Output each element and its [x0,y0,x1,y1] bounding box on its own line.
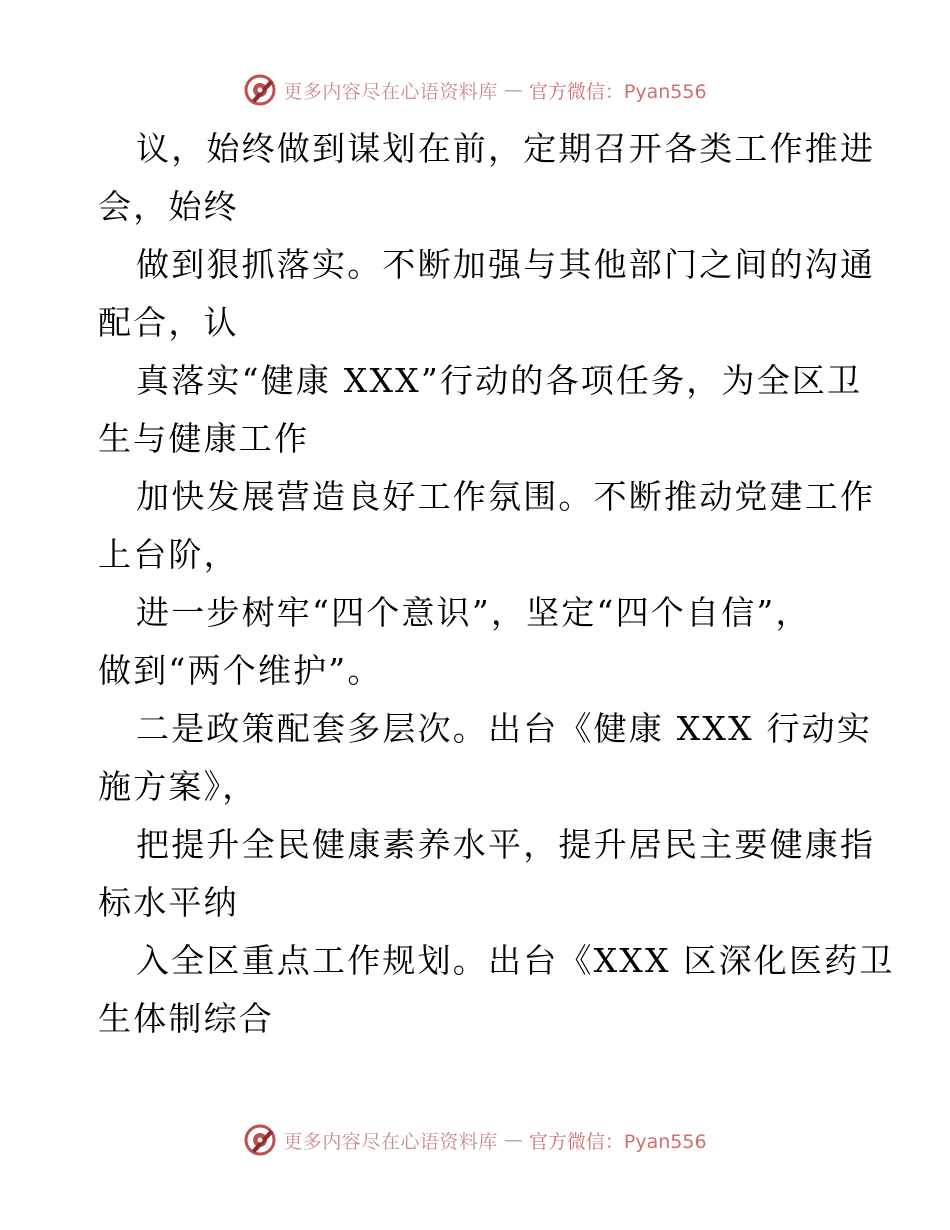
paragraph [98,236,876,352]
paragraph [98,932,895,1048]
paragraph-line: 加快发展营造良好工作氛围。不断推动党建工作 [136,477,876,516]
watermark-group [243,1123,706,1157]
document-body [98,120,895,1048]
paragraph-line: 配合，认 [98,303,239,342]
paragraph-line: 进一步树牢“四个意识”，坚定“四个自信”， [136,593,811,632]
paragraph-line: 把提升全民健康素养水平，提升居民主要健康指 [136,825,876,864]
paragraph-line: 生与健康工作 [98,419,310,458]
paragraph [98,468,876,584]
pen-circle-logo-icon [243,73,277,107]
paragraph-line: 标水平纳 [98,883,239,922]
watermark-separator: — [503,1129,523,1151]
paragraph-line: 入全区重点工作规划。出台《XXX 区深化医药卫 [136,941,895,980]
paragraph [98,584,858,700]
paragraph [98,816,876,932]
paragraph-line: 做到狠抓落实。不断加强与其他部门之间的沟通 [136,245,876,284]
paragraph-line: 生体制综合 [98,999,274,1038]
watermark-contact: 官方微信：Pyan556 [528,1130,707,1153]
footer-watermark [0,1120,950,1160]
watermark-group [243,73,706,107]
paragraph-line: 上台阶， [98,535,239,574]
paragraph-line: 做到“两个维护”。 [98,651,383,690]
pen-circle-logo-icon [243,1123,277,1157]
watermark-text: 更多内容尽在心语资料库 [283,1130,498,1153]
paragraph-line: 二是政策配套多层次。出台《健康 XXX 行动实 [136,709,873,748]
paragraph [98,352,863,468]
paragraph-line: 会，始终 [98,187,239,226]
paragraph-line: 议，始终做到谋划在前，定期召开各类工作推进 [136,129,876,168]
watermark-separator: — [503,79,523,101]
watermark-text: 更多内容尽在心语资料库 [283,80,498,103]
paragraph [98,120,876,236]
paragraph-line: 施方案》， [98,767,258,806]
header-watermark [0,70,950,110]
watermark-contact: 官方微信：Pyan556 [528,80,707,103]
paragraph [98,700,873,816]
paragraph-line: 真落实“健康 XXX”行动的各项任务，为全区卫 [136,361,863,400]
